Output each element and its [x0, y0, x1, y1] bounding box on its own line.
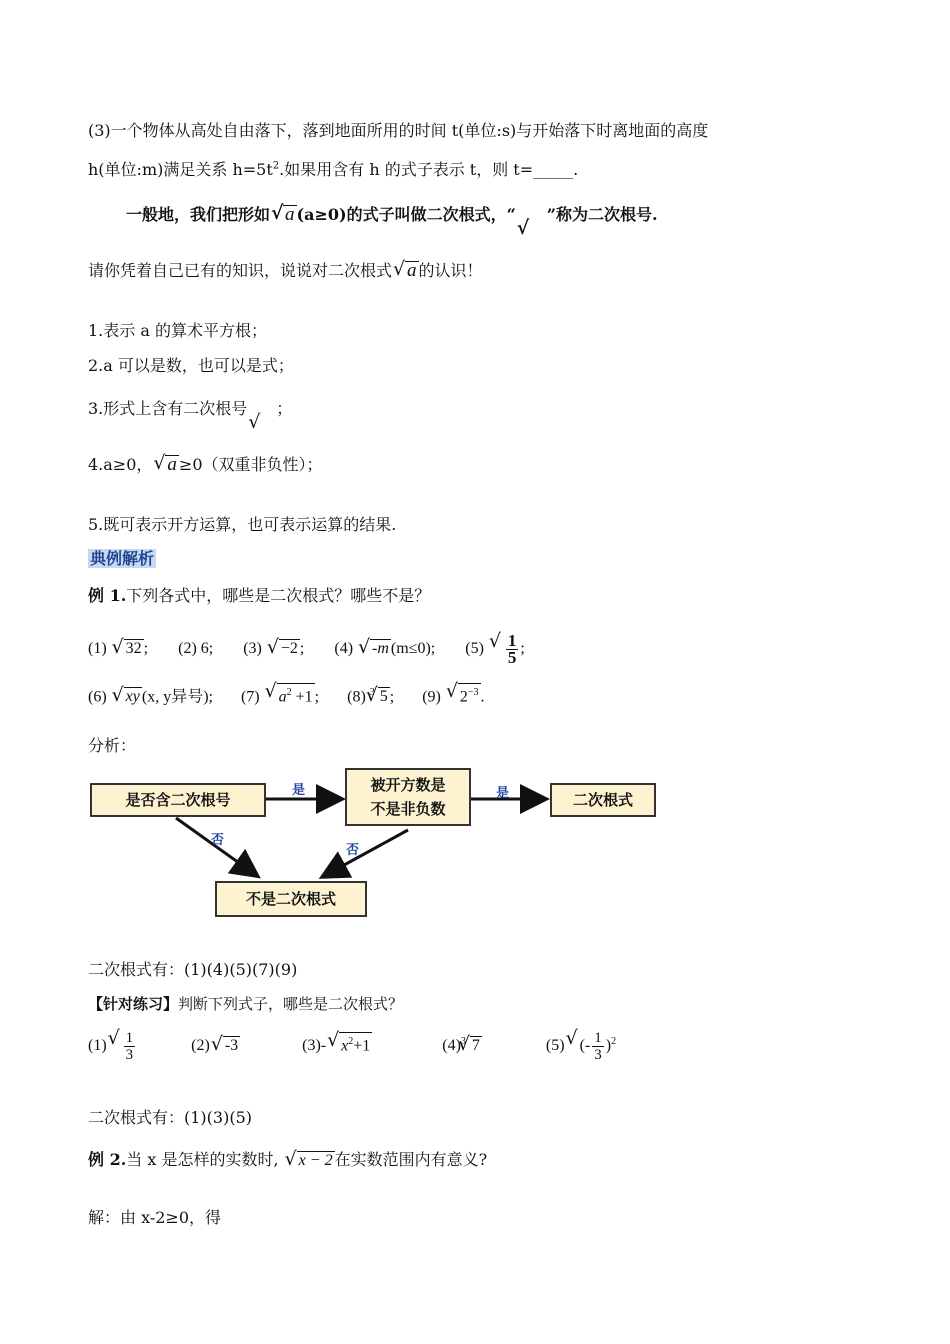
item-5-denominator: 5 — [507, 648, 517, 667]
practice-5-numerator: 1 — [594, 1030, 602, 1046]
radicand-a-2: a — [407, 260, 417, 281]
practice-label: 【针对练习】 — [88, 995, 179, 1013]
item-6-condition: (x, y异号); — [141, 688, 213, 706]
flow-box-radicand-line1: 被开方数是 — [370, 776, 446, 794]
definition-text-2: (a≥0)的式子叫做二次根式，“ — [296, 205, 516, 224]
item-9-rad-exp: −3 — [467, 687, 479, 698]
item-1-label: (1) — [88, 640, 107, 658]
practice-2-sqrt — [212, 1036, 240, 1055]
item-8-end: ; — [389, 688, 395, 706]
question-3-line1: (3)一个物体从高处自由落下，落到地面所用的时间 t(单位:s)与开始落下时离地面的高度 — [88, 121, 709, 140]
prompt-text-a: 请你凭着自己已有的知识，说说对二次根式 — [88, 261, 393, 280]
prompt-text-b: 的认识！ — [418, 261, 483, 280]
item-7-rad-exp: 2 — [286, 687, 292, 698]
example-2-radicand: x − 2 — [298, 1152, 333, 1169]
practice-1-sqrt — [109, 1030, 138, 1063]
example-1-text: 下列各式中，哪些是二次根式？哪些不是？ — [126, 586, 431, 605]
example-2-sqrt — [286, 1151, 335, 1170]
item-1-end: ; — [143, 640, 149, 658]
point-1: 1.表示 a 的算术平方根； — [88, 321, 267, 340]
item-9-label: (9) — [422, 688, 441, 706]
point-3-text-a: 3.形式上含有二次根号 — [88, 399, 248, 418]
practice-5-label: (5) — [545, 1037, 565, 1055]
item-7-rad-a: a — [278, 688, 287, 706]
item-4-label: (4) — [334, 640, 354, 658]
point-4-text-a: 4.a≥0， — [88, 455, 153, 474]
practice-3-radicand — [339, 1032, 372, 1055]
practice-4-label: (4) — [442, 1037, 461, 1055]
label-yes-1: 是 — [292, 783, 306, 798]
example-2-question — [88, 1147, 487, 1170]
radicand-a: a — [285, 204, 295, 225]
flow-box-radicand-check — [345, 768, 471, 826]
item-7-label: (7) — [240, 688, 260, 706]
arrow-no-2 — [324, 830, 408, 876]
example-2-text-a: 当 x 是怎样的实数时, — [126, 1150, 279, 1169]
radicand-a-3: a — [167, 454, 177, 475]
practice-2-radicand: -3 — [224, 1037, 239, 1055]
practice-1-numerator: √ 1 — [125, 1030, 134, 1046]
item-5-end: ; — [520, 640, 525, 658]
practice-4-sqrt — [459, 1036, 482, 1055]
practice-5-fraction — [592, 1030, 604, 1063]
practice-5-denominator: 3 — [594, 1047, 602, 1063]
answer-2: 二次根式有：(1)(3)(5) — [88, 1108, 252, 1127]
practice-4-radicand: 7 — [471, 1037, 480, 1055]
item-4-condition: (m≤0); — [390, 640, 436, 658]
practice-1-label: (1) — [88, 1037, 107, 1055]
label-no-1: 否 — [211, 833, 225, 848]
item-7-end: ; — [314, 688, 320, 706]
example-2-label: 例 2. — [88, 1150, 127, 1169]
section-heading-text: 典例解析 — [90, 549, 155, 568]
practice-3-sqrt — [328, 1032, 372, 1055]
practice-question — [88, 993, 403, 1014]
definition-text-3: ”称为二次根号. — [546, 205, 658, 224]
item-9-end: . — [480, 688, 485, 706]
flow-box-radicand-line2: 不是非负数 — [370, 800, 446, 818]
q3-exponent: 2 — [272, 160, 280, 172]
definition-text-1: 一般地，我们把形如 — [126, 205, 271, 224]
item-3-label: (3) — [243, 640, 262, 658]
item-4-radicand: -m — [372, 640, 389, 658]
label-yes-2: 是 — [496, 786, 510, 801]
q3-text-a: h(单位:m)满足关系 h=5t — [88, 160, 273, 179]
flow-box-has-radical: 是否含二次根号 — [90, 783, 266, 817]
practice-1-fraction — [124, 1030, 136, 1063]
q3-text-b: .如果用含有 h 的式子表示 t，则 t=_____. — [279, 160, 579, 179]
item-9-rad-base: 2 — [459, 688, 468, 706]
item-8-radicand: 5 — [379, 688, 388, 706]
answer-1: 二次根式有：(1)(4)(5)(7)(9) — [88, 960, 298, 979]
practice-5-open: (- — [579, 1037, 591, 1055]
practice-3-rad-exp: 2 — [348, 1035, 354, 1047]
practice-5-exp: 2 — [611, 1035, 617, 1047]
practice-5-close: ) — [605, 1037, 612, 1055]
item-1-radicand: 32 — [125, 640, 142, 658]
item-3-end: ; — [299, 640, 305, 658]
practice-3-rad-b: +1 — [353, 1037, 371, 1055]
label-no-2: 否 — [346, 843, 360, 858]
practice-1-denominator: 3 — [125, 1047, 134, 1063]
point-4-text-b: ≥0（双重非负性）； — [178, 455, 323, 474]
point-5: 5.既可表示开方运算，也可表示运算的结果. — [88, 515, 397, 534]
flow-box-not-radical: 不是二次根式 — [215, 881, 367, 917]
item-6-radicand: xy — [125, 688, 140, 706]
practice-text: 判断下列式子，哪些是二次根式？ — [178, 995, 404, 1013]
practice-3-rad-x: x — [341, 1037, 349, 1055]
item-3-radicand: −2 — [280, 640, 298, 658]
practice-items — [88, 1030, 616, 1063]
item-5-label: (5) — [465, 640, 484, 658]
flow-box-is-radical: 二次根式 — [550, 783, 656, 817]
item-6-label: (6) — [88, 688, 107, 706]
practice-5-sqrt — [567, 1030, 616, 1063]
example-1-label: 例 1. — [88, 586, 127, 605]
example-2-text-b: 在实数范围内有意义? — [334, 1150, 488, 1169]
solution-line: 解：由 x-2≥0，得 — [88, 1208, 222, 1227]
point-2: 2.a 可以是数，也可以是式； — [88, 356, 294, 375]
practice-4-index: 3 — [460, 1035, 466, 1047]
item-5-numerator: √ 1 — [507, 631, 517, 650]
item-8-label: (8) — [347, 688, 366, 706]
analysis-label: 分析： — [88, 736, 137, 755]
item-7-rad-b: +1 — [291, 688, 313, 706]
item-2: (2) 6; — [178, 640, 214, 658]
point-3-text-b: ； — [276, 399, 293, 418]
practice-3-label: (3) — [302, 1037, 321, 1055]
practice-2-label: (2) — [191, 1037, 210, 1055]
practice-3-neg: - — [320, 1037, 327, 1055]
item-8-index: 3 — [369, 687, 375, 698]
